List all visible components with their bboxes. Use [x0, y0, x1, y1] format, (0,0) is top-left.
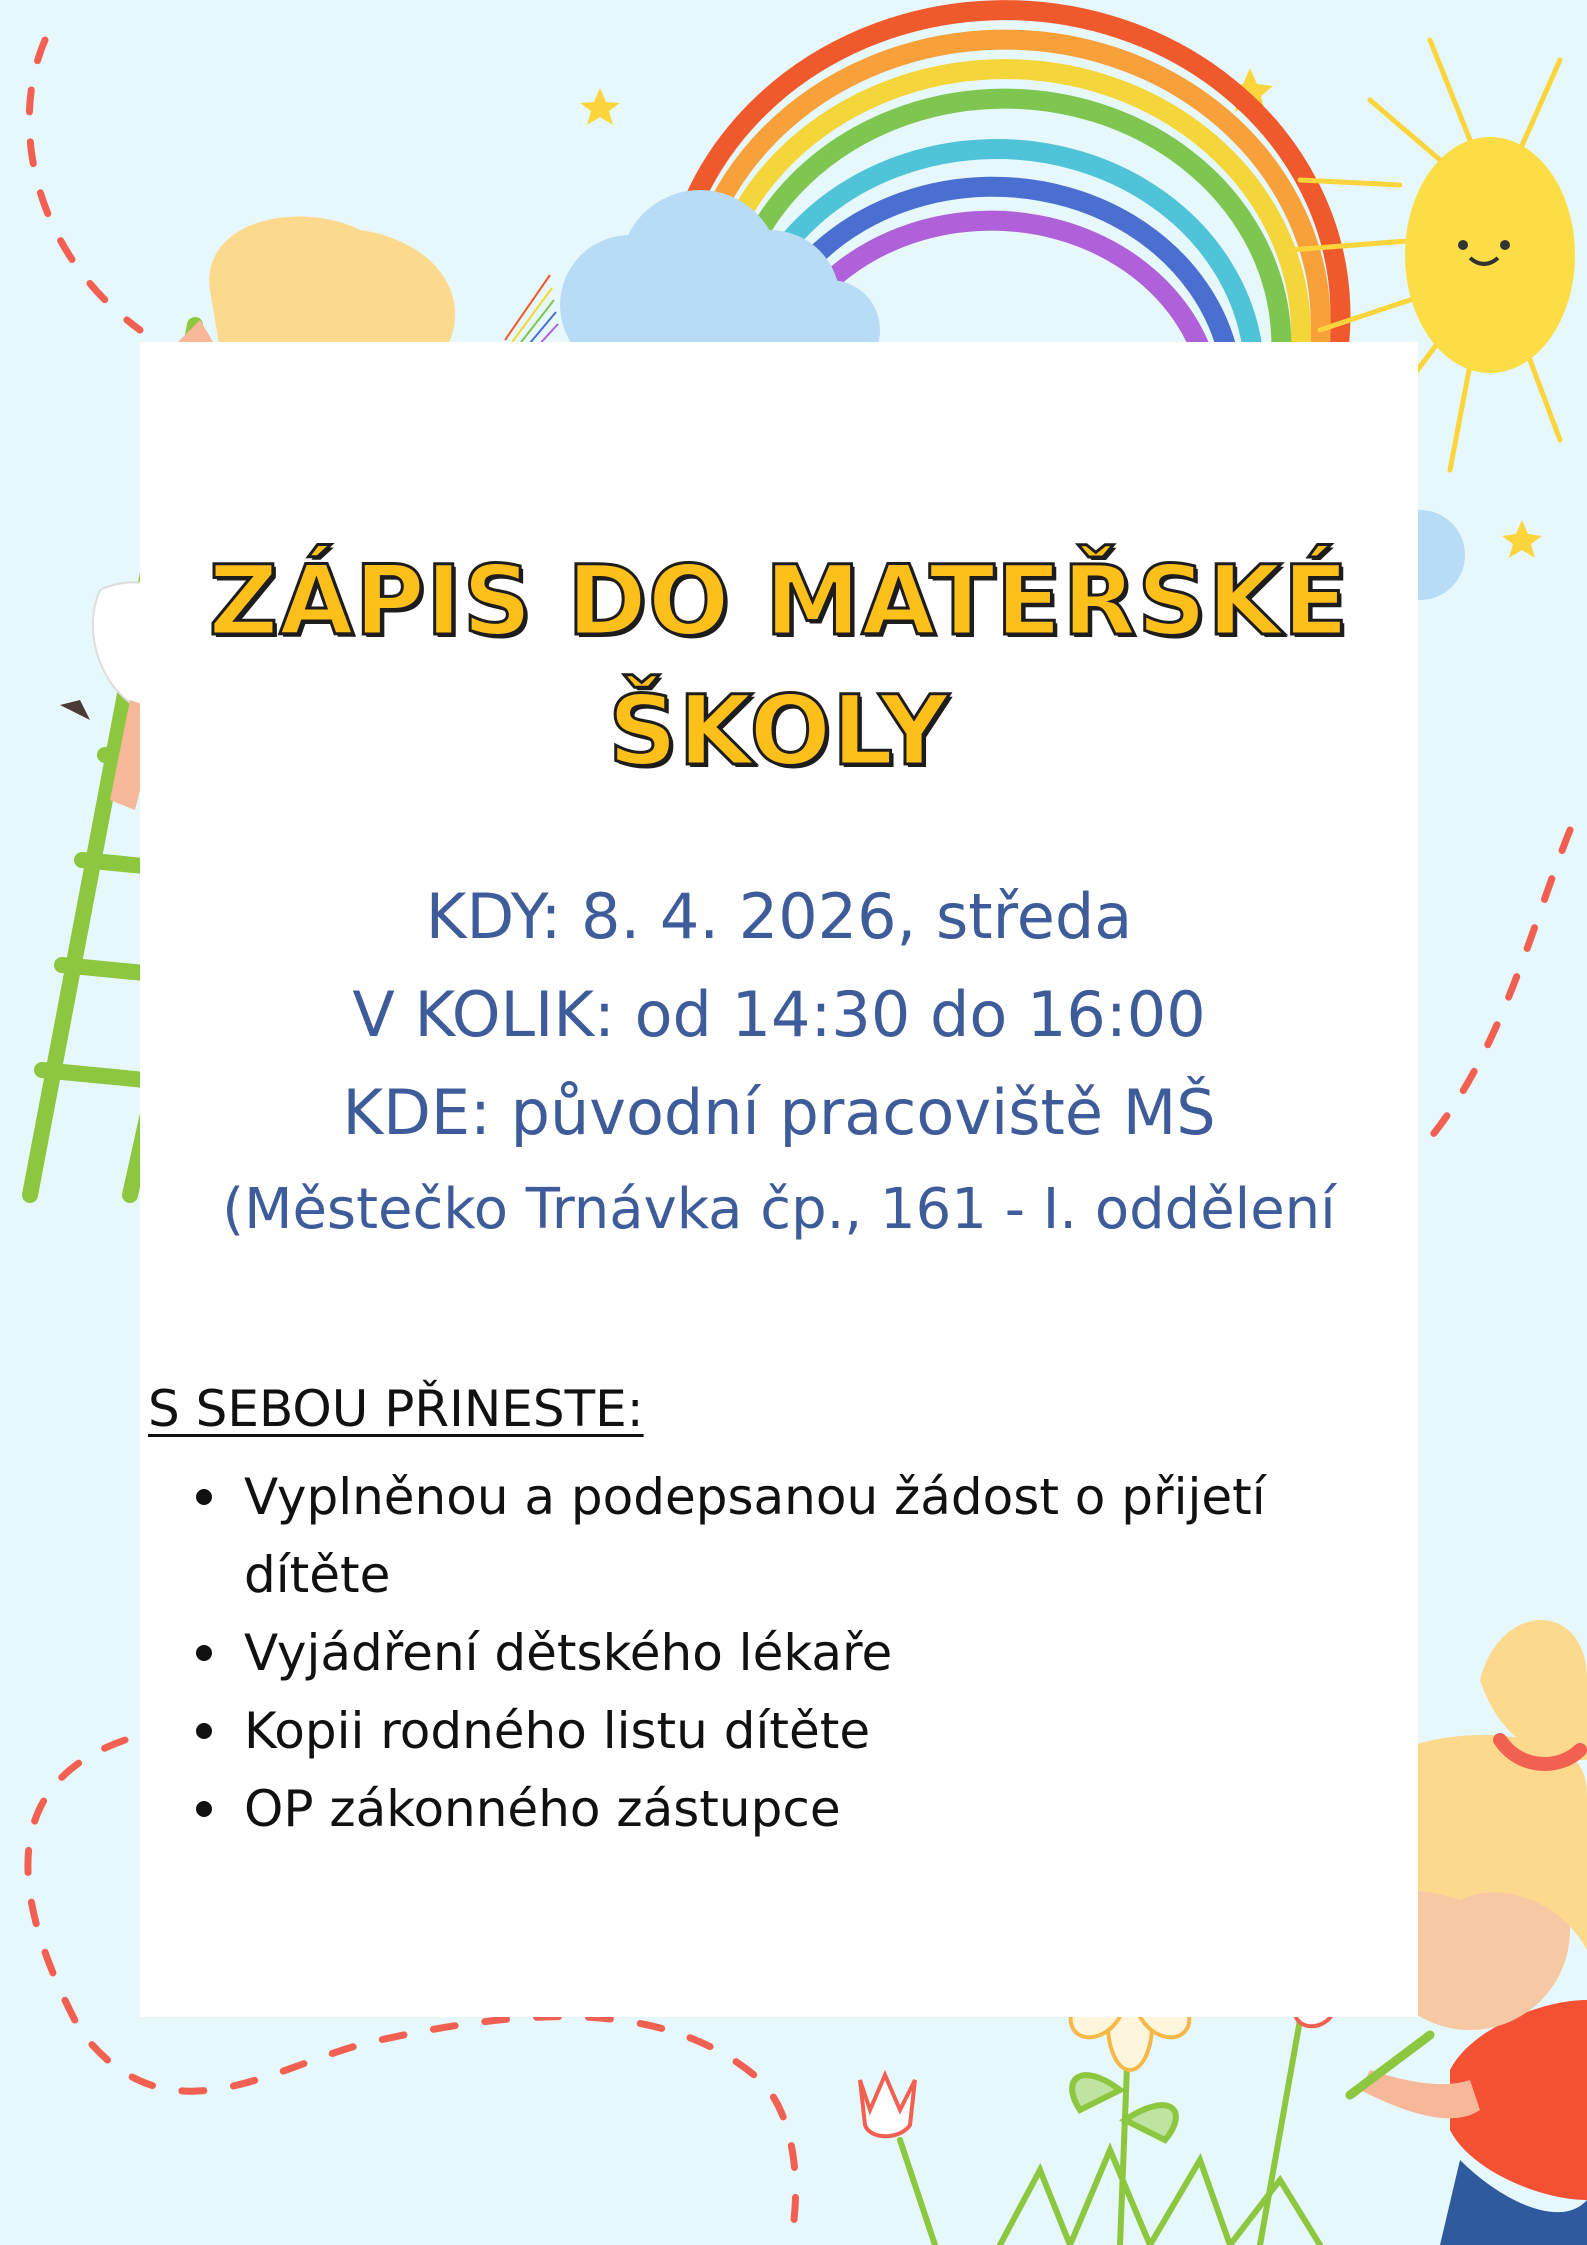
page-title-line1: ZÁPIS DO MATEŘSKÉ — [208, 545, 1350, 657]
page-title-line2: ŠKOLY — [608, 675, 950, 787]
list-item: Vyjádření dětského lékaře — [190, 1614, 1340, 1692]
dashed-path-right — [1420, 830, 1570, 1150]
bring-list — [190, 1458, 1340, 1848]
info-address: (Městečko Trnávka čp., 161 - I. oddělení — [222, 1177, 1336, 1242]
info-where: KDE: původní pracoviště MŠ — [342, 1076, 1216, 1149]
list-item: OP zákonného zástupce — [190, 1770, 1340, 1848]
dashed-path-left-top — [29, 40, 140, 330]
info-time: V KOLIK: od 14:30 do 16:00 — [352, 978, 1206, 1051]
info-when: KDY: 8. 4. 2026, středa — [425, 880, 1133, 953]
list-item: Vyplněnou a podepsanou žádost o přijetí dítěte — [190, 1458, 1340, 1614]
bring-heading: S SEBOU PŘINESTE: — [148, 1380, 644, 1438]
list-item: Kopii rodného listu dítěte — [190, 1692, 1340, 1770]
